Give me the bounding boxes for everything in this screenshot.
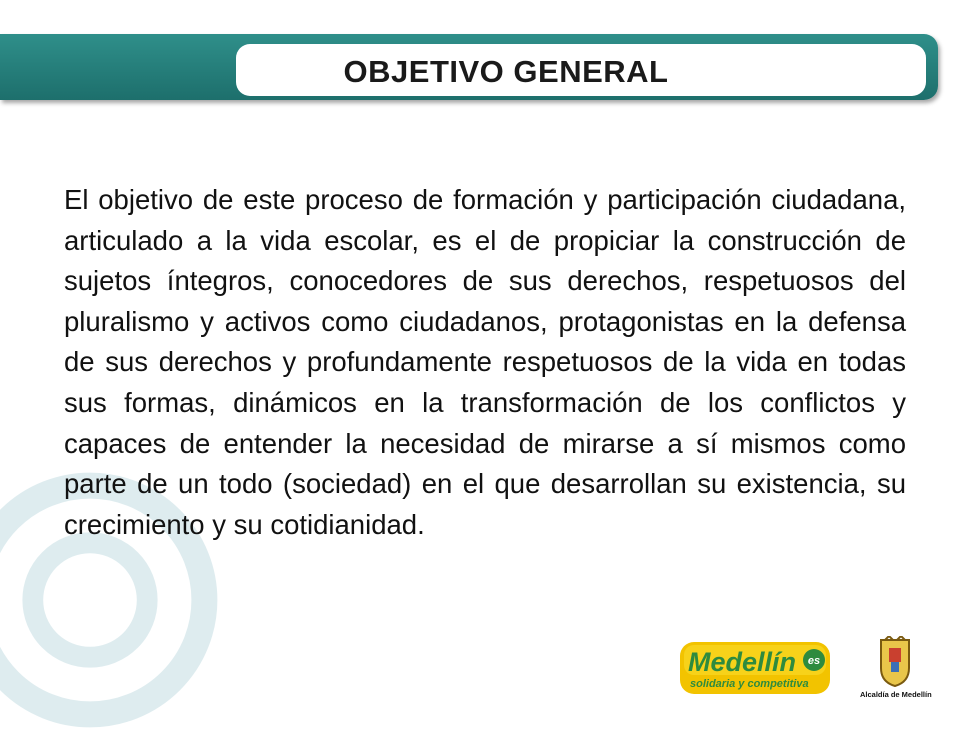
city-seal-icon bbox=[877, 636, 913, 688]
alcaldia-logo bbox=[860, 636, 930, 712]
alcaldia-label: Alcaldía de Medellín bbox=[860, 690, 932, 699]
medellin-logo-badge: es bbox=[807, 655, 821, 667]
slide-title: OBJETIVO GENERAL bbox=[343, 54, 669, 89]
medellin-logo-name: Medellín bbox=[688, 647, 797, 677]
medellin-logo-tagline: solidaria y competitiva bbox=[690, 678, 809, 690]
body-paragraph: El objetivo de este proceso de formación y participación ciudadana, articulado a la vida escolar, es el de propiciar la construcción de sujetos íntegros, conocedores de sus derechos, respetuosos del pluralismo y activos como ciudadanos, protagonistas en la defensa de sus derechos y profundamente respetuosos de la vida en todas sus formas, dinámicos en la transformación de los conflictos y capaces de entender la necesidad de mirarse a sí mismos como parte de un todo (sociedad) en el que desarrollan su existencia, su crecimiento y su cotidianidad. bbox=[64, 184, 906, 540]
medellin-logo bbox=[680, 642, 830, 694]
